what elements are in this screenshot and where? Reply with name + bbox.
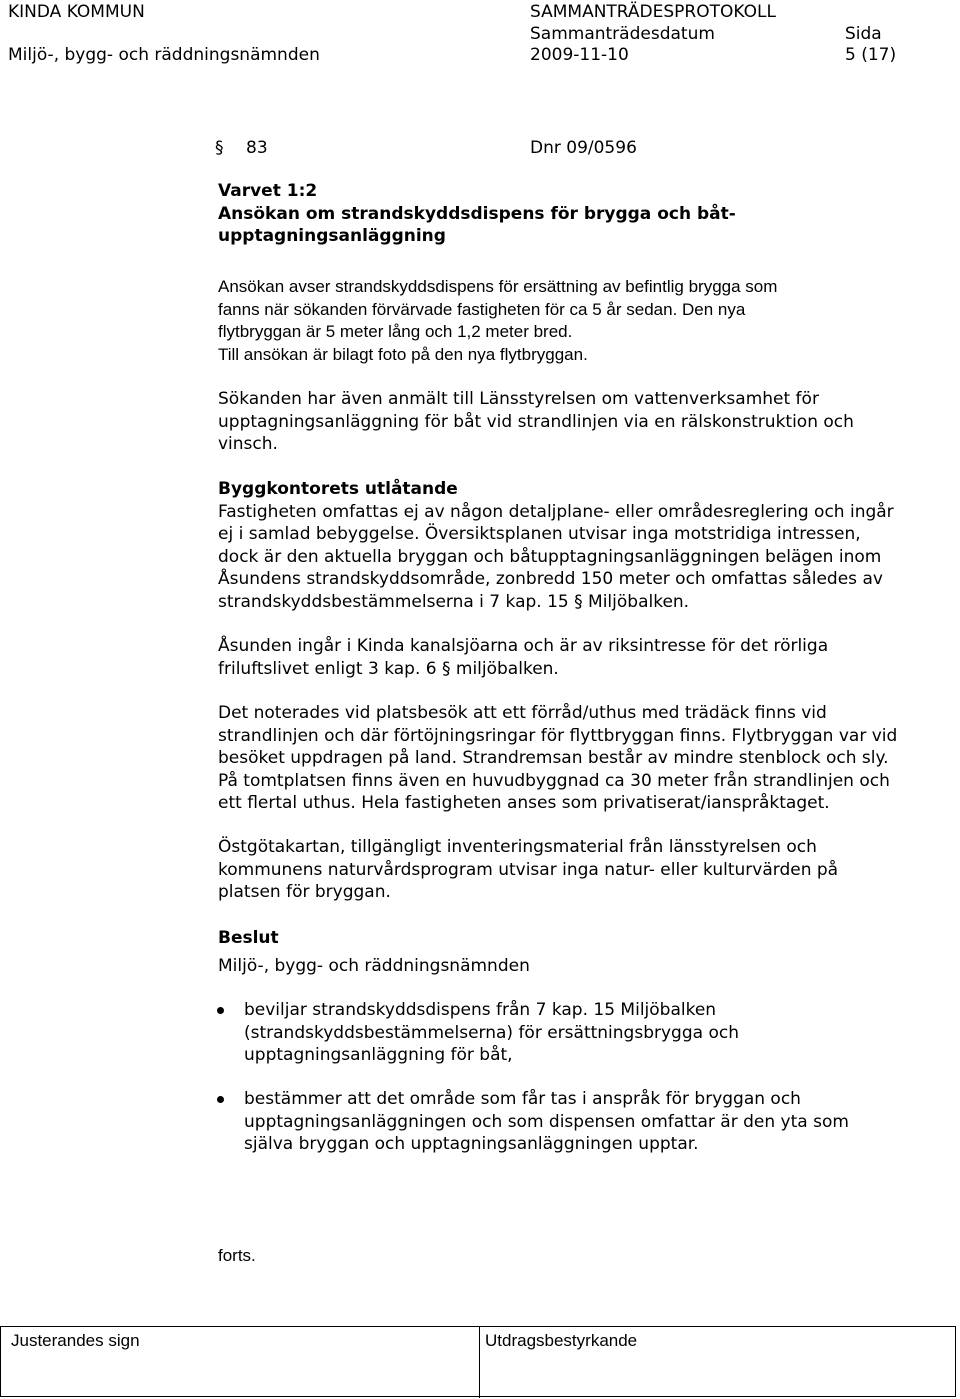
- paragraph-national-interest: [218, 635, 960, 680]
- text-line: beviljar strandskyddsdispens från 7 kap. 15 Miljöbalken: [244, 1000, 717, 1020]
- item-title-block: [218, 180, 960, 248]
- text-line: (strandskyddsbestämmelserna) för ersättningsbrygga och: [244, 1022, 739, 1043]
- signature-footer: [0, 1326, 956, 1397]
- decision-bullet-1: [244, 999, 739, 1067]
- page-number: 5 (17): [845, 45, 897, 65]
- text-line: upptagningsanläggning för båt vid strandlinjen via en rälskonstruktion och: [218, 411, 854, 432]
- decision-body: Miljö-, bygg- och räddningsnämnden: [218, 955, 530, 976]
- section-heading: Beslut: [218, 928, 279, 948]
- date-label: Sammanträdesdatum: [530, 24, 715, 44]
- adjusters-sign-label: Justerandes sign: [11, 1331, 140, 1350]
- text-fragment: strandskyddsbestämmelserna i 7 kap. 15: [218, 591, 575, 612]
- paragraph-application: [218, 276, 960, 366]
- text-line: upptagningsanläggningen och som dispensen omfattar är den yta som: [244, 1111, 849, 1132]
- decision-bullet-2: [244, 1088, 849, 1156]
- property-name: Varvet 1:2: [218, 181, 318, 201]
- text-line: Sökanden har även anmält till Länsstyrelsen om vattenverksamhet för: [218, 389, 819, 409]
- text-line: Till ansökan är bilagt foto på den nya flytbryggan.: [218, 344, 588, 364]
- text-line: [218, 591, 960, 614]
- text-line: fanns när sökanden förvärvade fastigheten för ca 5 år sedan. Den nya: [218, 299, 746, 319]
- text-fragment: friluftslivet enligt 3 kap. 6: [218, 658, 442, 679]
- text-line: Fastigheten omfattas ej av någon detaljplane- eller områdesreglering och ingår: [218, 501, 894, 522]
- section-heading: Byggkontorets utlåtande: [218, 479, 458, 499]
- meeting-date: 2009-11-10: [530, 45, 629, 65]
- dnr: Dnr 09/0596: [530, 138, 637, 158]
- text-line: upptagningsanläggning för båt,: [244, 1045, 513, 1065]
- text-fragment: Miljöbalken.: [582, 591, 690, 612]
- text-line: flytbryggan är 5 meter lång och 1,2 meter bred.: [218, 322, 573, 341]
- statement-section: [218, 478, 960, 613]
- text-line: besöket uppdragen på land. Strandremsan består av mindre stenblock och sly.: [218, 748, 889, 768]
- text-line: själva bryggan och upptagningsanläggningen upptar.: [244, 1134, 699, 1154]
- extract-certification-label: Utdragsbestyrkande: [485, 1331, 638, 1350]
- text-line: kommunens naturvårdsprogram utvisar inga natur- eller kulturvärden på: [218, 859, 839, 880]
- paragraph-inventory: [218, 836, 960, 904]
- text-line: Åsunden ingår i Kinda kanalsjöarna och är av riksintresse för det rörliga: [218, 636, 829, 656]
- doc-type: SAMMANTRÄDESPROTOKOLL: [530, 2, 776, 22]
- text-line: Det noterades vid platsbesök att ett förråd/uthus med trädäck finns vid: [218, 703, 827, 723]
- section-sign: §: [441, 658, 451, 679]
- text-line: platsen för bryggan.: [218, 882, 391, 902]
- bullet-icon: [217, 1007, 224, 1014]
- item-title-line: Ansökan om strandskyddsdispens för brygga och båt-: [218, 203, 736, 224]
- paragraph-site-visit: [218, 702, 960, 815]
- text-fragment: miljöbalken.: [450, 658, 559, 679]
- text-line: bestämmer att det område som får tas i anspråk för bryggan och: [244, 1089, 801, 1109]
- page-label: Sida: [845, 24, 882, 44]
- text-line: strandlinjen och där förtöjningsringar för flyttbryggan finns. Flytbryggan var vid: [218, 725, 898, 746]
- text-line: Ansökan avser strandskyddsdispens för ersättning av befintlig brygga som: [218, 277, 778, 296]
- org-name: KINDA KOMMUN: [8, 2, 145, 22]
- paragraph-notification: [218, 388, 960, 456]
- section-sign: §: [215, 138, 224, 158]
- text-line: [218, 658, 960, 681]
- item-title-line: upptagningsanläggning: [218, 226, 446, 246]
- bullet-icon: [217, 1096, 224, 1103]
- footer-divider: [479, 1327, 480, 1398]
- text-line: ett flertal uthus. Hela fastigheten anses som privatiserat/ianspråktaget.: [218, 793, 830, 813]
- text-line: vinsch.: [218, 434, 278, 454]
- text-line: ej i samlad bebyggelse. Översiktsplanen utvisar inga motstridiga intressen,: [218, 524, 861, 544]
- text-line: Åsundens strandskyddsområde, zonbredd 150 meter och omfattas således av: [218, 569, 883, 589]
- committee-name: Miljö-, bygg- och räddningsnämnden: [8, 45, 320, 65]
- item-number: 83: [246, 138, 268, 158]
- decision-section: [218, 927, 960, 977]
- text-line: På tomtplatsen finns även en huvudbyggnad ca 30 meter från strandlinjen och: [218, 770, 890, 791]
- text-line: Östgötakartan, tillgängligt inventeringsmaterial från länsstyrelsen och: [218, 837, 817, 857]
- section-sign: §: [574, 591, 583, 612]
- text-line: dock är den aktuella bryggan och båtupptagningsanläggningen belägen inom: [218, 546, 882, 567]
- continued-marker: forts.: [218, 1246, 256, 1265]
